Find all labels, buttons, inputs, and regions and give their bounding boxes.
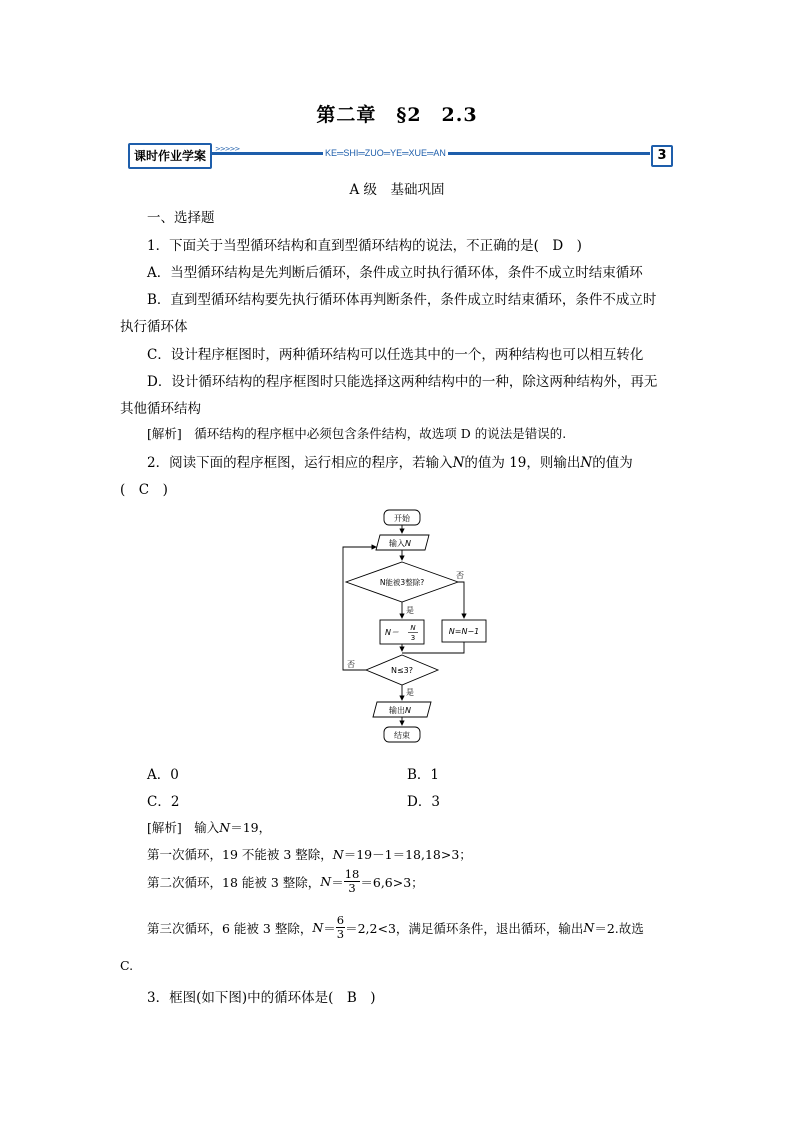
var-n: N (332, 847, 344, 862)
section-heading: 一、选择题 (147, 210, 215, 226)
analysis-text: ＝2,2<3，满足循环条件，退出循环，输出 (345, 920, 584, 936)
analysis-text: 循环结构的程序框中必须包含条件结构，故选项 D 的说法是错误的. (194, 426, 567, 441)
var-n: N (312, 920, 324, 935)
pinyin-label: KE═SHI═ZUO═YE═XUE═AN (325, 148, 446, 158)
analysis-text: ＝19， (230, 820, 272, 835)
q2-option-c: C．2 (147, 794, 180, 810)
analysis-tag: [解析] (147, 426, 182, 441)
analysis-text: 第三次循环，6 能被 3 整除， (147, 920, 313, 936)
analysis-text: ＝2.故选 (594, 920, 644, 936)
fraction-numerator: 6 (336, 913, 345, 927)
q1-option-c: C．设计程序框图时，两种循环结构可以任选其中的一个，两种结构也可以相互转化 (147, 347, 644, 363)
analysis-text: 输入 (194, 820, 220, 835)
q1-stem: 1．下面关于当型循环结构和直到型循环结构的说法，不正确的是( D ) (147, 238, 582, 254)
level-heading: A 级 基础巩固 (349, 182, 445, 198)
fraction-denominator: 3 (336, 927, 345, 941)
q1-option-b-cont: 执行循环体 (120, 319, 188, 335)
fraction-denominator: 3 (348, 881, 356, 895)
input-label: 输入N (389, 539, 411, 548)
page-number: 3 (651, 145, 673, 167)
q2-stem-cont: ( C ) (120, 482, 168, 498)
condition1-label: N能被3整除? (379, 578, 425, 587)
var-n: N (219, 820, 231, 835)
var-n: N (580, 455, 593, 471)
flowchart (330, 505, 500, 750)
section-label: 课时作业学案 (128, 143, 212, 169)
fraction-numerator: 18 (344, 867, 360, 881)
analysis-text: ＝ (323, 920, 336, 936)
arrows-decoration: >>>>> (215, 145, 240, 153)
assign1-den: 3 (410, 634, 416, 642)
q2-analysis-line5: C. (120, 958, 134, 973)
q2-option-a: A．0 (147, 767, 179, 783)
yes-label: 是 (406, 688, 414, 697)
no-label: 否 (456, 571, 464, 580)
q2-stem-part: 的值为 19，则输出 (464, 455, 581, 471)
var-n: N (320, 874, 332, 889)
no-label: 否 (347, 660, 355, 669)
q2-analysis-line2 (147, 845, 472, 863)
analysis-text: ＝6,6>3； (360, 874, 424, 890)
q1-option-b: B．直到型循环结构要先执行循环体再判断条件，条件成立时结束循环，条件不成立时 (147, 292, 657, 308)
assign1-num: N (410, 624, 416, 632)
var-n: N (452, 455, 465, 471)
q2-analysis-line4 (147, 914, 644, 948)
assign2-label: N=N−1 (448, 627, 480, 636)
var-n: N (583, 920, 595, 935)
analysis-text: ＝19－1＝18,18>3； (343, 847, 472, 862)
start-label: 开始 (394, 514, 410, 523)
q1-option-a: A．当型循环结构是先判断后循环，条件成立时执行循环体，条件不成立时结束循环 (147, 265, 643, 281)
q2-stem-part: 的值为 (592, 455, 633, 471)
q2-stem (147, 451, 633, 471)
analysis-tag: [解析] (147, 820, 182, 835)
q2-option-b: B．1 (407, 767, 440, 783)
analysis-text: 第一次循环，19 不能被 3 整除， (147, 847, 333, 862)
fraction-6-3 (336, 914, 345, 941)
q2-analysis-line1 (147, 818, 271, 836)
output-label: 输出N (389, 706, 411, 715)
condition2-label: N≤3? (390, 666, 414, 675)
analysis-text: ＝ (331, 874, 344, 890)
q1-option-d: D．设计循环结构的程序框图时只能选择这两种结构中的一种，除这两种结构外，再无 (147, 374, 658, 390)
end-label: 结束 (394, 731, 410, 740)
q2-stem-part: 2．阅读下面的程序框图，运行相应的程序，若输入 (147, 455, 453, 471)
analysis-text: 第二次循环，18 能被 3 整除， (147, 874, 321, 890)
assign1-lhs: N＝ (385, 628, 399, 637)
q2-analysis-line3 (147, 868, 424, 902)
q1-analysis (147, 424, 566, 442)
fraction-18-3 (344, 868, 361, 895)
page-title: 第二章 §2 2.3 (316, 104, 478, 126)
q3-stem: 3．框图(如下图)中的循环体是( B ) (147, 990, 376, 1006)
yes-label: 是 (406, 606, 414, 615)
q2-option-d: D．3 (407, 794, 440, 810)
q1-option-d-cont: 其他循环结构 (120, 401, 201, 417)
